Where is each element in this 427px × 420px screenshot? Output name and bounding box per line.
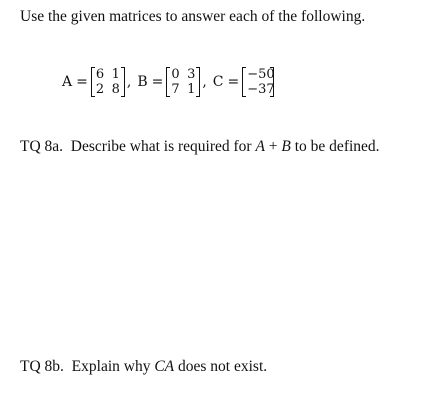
separator-comma: , bbox=[202, 74, 207, 90]
matrix-b-equals: = bbox=[151, 74, 164, 90]
question-label: TQ 8a. bbox=[20, 138, 64, 155]
question-text: Explain why bbox=[71, 358, 155, 375]
math-var: B bbox=[281, 138, 291, 155]
matrix-b-cell: 3 bbox=[187, 67, 196, 82]
math-operator: + bbox=[264, 138, 282, 155]
matrix-a bbox=[91, 67, 125, 97]
matrix-a-row-2 bbox=[96, 82, 120, 97]
matrix-a-cell: 2 bbox=[95, 82, 105, 97]
matrix-b-cell: 7 bbox=[171, 82, 180, 97]
question-text: Describe what is required for bbox=[70, 138, 256, 155]
matrix-b-row-1 bbox=[171, 67, 195, 82]
matrix-c-cell: −37 bbox=[247, 82, 275, 97]
matrix-a-cell: 1 bbox=[111, 67, 120, 82]
math-var: A bbox=[255, 138, 265, 155]
matrix-c bbox=[242, 67, 274, 97]
matrix-c-name: C bbox=[212, 74, 224, 90]
matrix-b-row-2 bbox=[171, 82, 195, 97]
matrix-c-cell: −50 bbox=[247, 67, 275, 82]
question-label: TQ 8b. bbox=[20, 358, 64, 375]
matrix-a-name: A bbox=[62, 74, 73, 90]
matrix-b-cell: 0 bbox=[171, 67, 180, 82]
question-8a bbox=[20, 138, 380, 156]
question-8b bbox=[20, 358, 267, 376]
matrix-c-row-1 bbox=[247, 67, 275, 82]
instructions: Use the given matrices to answer each of the following. bbox=[20, 8, 366, 25]
matrix-definitions bbox=[62, 60, 274, 104]
matrix-a-cell: 8 bbox=[111, 82, 120, 97]
question-text: to be defined. bbox=[290, 138, 380, 155]
matrix-b bbox=[166, 67, 200, 97]
matrix-a-equals: = bbox=[76, 74, 88, 90]
matrix-b-cell: 1 bbox=[187, 82, 196, 97]
separator-comma: , bbox=[126, 74, 132, 90]
matrix-a-cell: 6 bbox=[95, 67, 105, 82]
matrix-c-row-2 bbox=[247, 82, 275, 97]
question-text: does not exist. bbox=[174, 358, 268, 375]
matrix-b-name: B bbox=[137, 74, 148, 90]
matrix-c-equals: = bbox=[227, 74, 240, 90]
matrix-a-row-1 bbox=[96, 67, 120, 82]
math-var: CA bbox=[154, 358, 175, 375]
